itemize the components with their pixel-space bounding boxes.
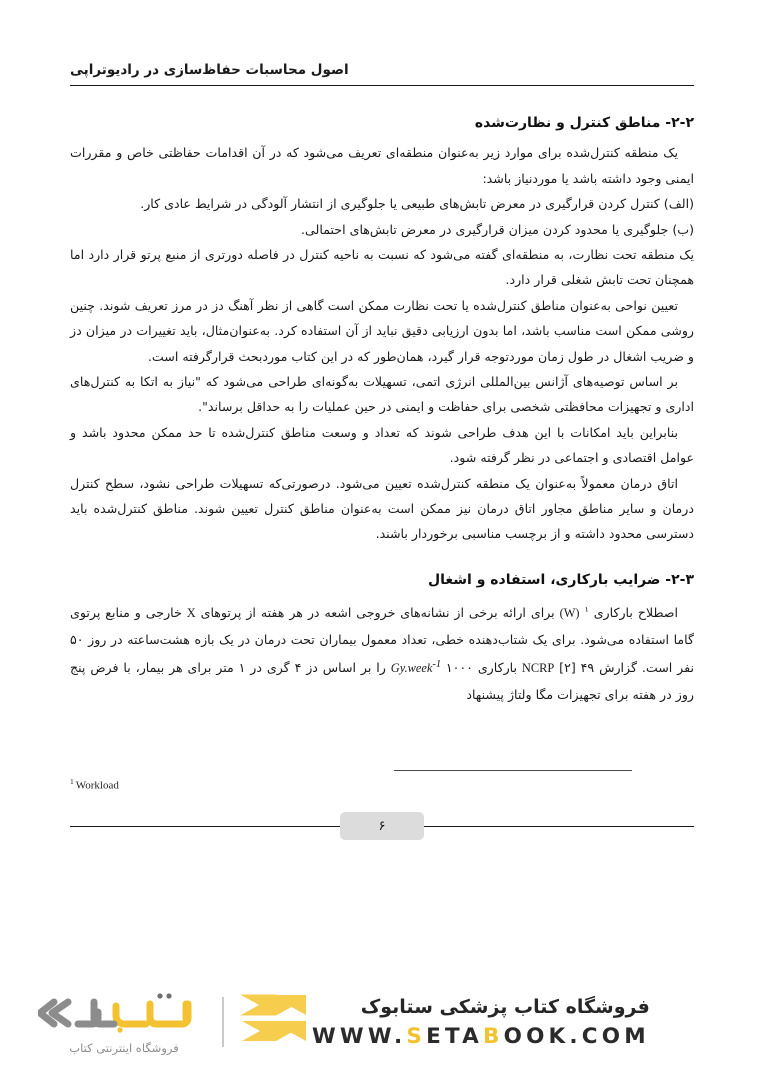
double-chevron-logo-icon <box>236 991 312 1053</box>
xray-symbol: X <box>186 606 196 621</box>
url-highlight-b: B <box>483 1023 504 1049</box>
workload-symbol-w: (W) <box>559 606 580 621</box>
workload-reference-citation: [۲] بارکاری <box>472 660 576 676</box>
footer-rule-left <box>424 826 694 827</box>
brand-logo-tagline: فروشگاه اینترنتی کتاب <box>69 1040 179 1055</box>
workload-unit <box>391 661 441 675</box>
running-head-title: اصول محاسبات حفاظ‌سازی در رادیوتراپی <box>70 62 349 78</box>
url-highlight-s: S <box>406 1023 427 1049</box>
paragraph-item-alef: (الف) کنترل کردن قرارگیری در معرض تابش‌های طبیعی یا جلوگیری از انتشار آلودگی در شرایط عادی کار. <box>140 196 694 212</box>
setabook-wordmark-icon <box>38 990 210 1038</box>
brand-text-block <box>312 996 656 1049</box>
page-number-footer <box>70 812 694 840</box>
url-segment-ookcom: OOK.COM <box>503 1023 650 1049</box>
page-header <box>70 62 694 86</box>
workload-text-a: اصطلاح بارکاری <box>588 605 678 621</box>
footnote-entry <box>70 777 632 792</box>
section-heading-2-3: ۲-۳- ضرایب بارکاری، استفاده و اشغال <box>427 571 694 588</box>
paragraph-area-designation: تعیین نواحی به‌عنوان مناطق کنترل‌شده یا تحت نظارت ممکن است گاهی از نظر آهنگ دز در مرز تعریف شوند. چنین روشی ممکن است مناسب باشد، اما بدون ارزیابی دقیق نباید از آن استفاده کرد. به‌عنوان‌مثال، باید تغییرات در میزان دز و ضریب اشغال در طول زمان موردتوجه قرار گیرد، همان‌طور که در این کتاب موردبحث قرارگرفته است. <box>70 297 694 364</box>
paragraph-treatment-room: اتاق درمان معمولاً به‌عنوان یک منطقه کنترل‌شده تعیین می‌شود. درصورتی‌که تسهیلات طراحی نشود، سطح کنترل درمان و سایر مناطق مجاور اتاق درمان نیز ممکن است به‌عنوان مناطق کنترل تعیین شوند. مناطق کنترل‌شده باید دسترسی محدود داشته و از برچسب مناسبی برخوردار باشند. <box>70 475 694 542</box>
paragraph-iaea-recommendation: بر اساس توصیه‌های آژانس بین‌المللی انرژی اتمی، تسهیلات به‌گونه‌ای طراحی می‌شود که "نیاز به اتکا به کنترل‌های اداری و تجهیزات محافظتی شخصی برای حفاظت و ایمنی در حین عملیات را به حداقل برساند". <box>70 374 694 415</box>
section-heading-2-2: ۲-۲- مناطق کنترل و نظارت‌شده <box>474 115 694 131</box>
footnote-number: 1 <box>70 777 74 786</box>
footnote-reference-marker: ۱ <box>584 605 589 615</box>
brand-website-url[interactable] <box>312 1024 650 1049</box>
page-body <box>70 112 694 707</box>
url-segment-www: WWW. <box>312 1023 407 1049</box>
paragraph-controlled-area-def: یک منطقه کنترل‌شده برای موارد زیر به‌عنوان منطقه‌ای تعریف می‌شود که در آن اقدامات حفاظتی خاص و مقررات ایمنی وجود داشته باشد یا موردنیاز باشد: <box>70 145 694 186</box>
setabook-logo-block <box>38 990 210 1055</box>
workload-text-c: خارجی و منابع پرتوی گاما استفاده می‌شود. برای یک شتاب‌دهنده خطی، تعداد معمول بیماران تحت درمان در یک بازه هشت‌ساعته در روز ۵۰ نفر است. گزارش ۴۹ <box>70 605 694 676</box>
workload-text-b: برای ارائه برخی از نشانه‌های خروجی اشعه در هر هفته از پرتوهای <box>195 605 560 621</box>
paragraph-workload-definition <box>70 597 694 707</box>
header-divider-rule <box>70 85 694 86</box>
paragraph-supervised-area-def: یک منطقه تحت نظارت، به منطقه‌ای گفته می‌شود که نسبت به ناحیه کنترل در فاصله دورتری از منبع پرتو قرار دارد اما همچنان تحت تابش شغلی قرار دارد. <box>70 247 694 288</box>
brand-footer-banner <box>0 968 764 1080</box>
footnote-divider-rule <box>394 770 632 771</box>
footer-rule-right <box>70 826 340 827</box>
page-number-badge: ۶ <box>340 812 424 840</box>
paragraph-item-be: (ب) جلوگیری یا محدود کردن میزان قرارگیری در معرض تابش‌های احتمالی. <box>301 221 694 237</box>
workload-value: ۱۰۰۰ <box>445 660 473 676</box>
footnote-area <box>70 770 694 792</box>
brand-logo-group <box>38 990 312 1055</box>
paragraph-facility-design-goal: بنابراین باید امکانات با این هدف طراحی شوند که تعداد و وسعت مناطق کنترل‌شده تا حد ممکن محدود باشد و عوامل اقتصادی و اجتماعی در نظر گرفته شود. <box>70 424 694 466</box>
brand-store-name: فروشگاه کتاب پزشکی ستابوک <box>360 995 650 1018</box>
workload-text-d: را بر اساس دز ۴ گری در ۱ متر برای هر بیمار، با فرض پنج روز در هفته برای تجهیزات مگا ولتاژ پیشنهاد <box>70 660 694 702</box>
brand-vertical-divider <box>222 997 224 1047</box>
footnote-label: Workload <box>75 779 119 792</box>
workload-unit-base: Gy.week <box>390 661 433 676</box>
url-segment-eta: ETA <box>426 1023 483 1049</box>
workload-unit-exponent: -1 <box>432 659 441 671</box>
ncrp-label: NCRP <box>521 661 555 676</box>
